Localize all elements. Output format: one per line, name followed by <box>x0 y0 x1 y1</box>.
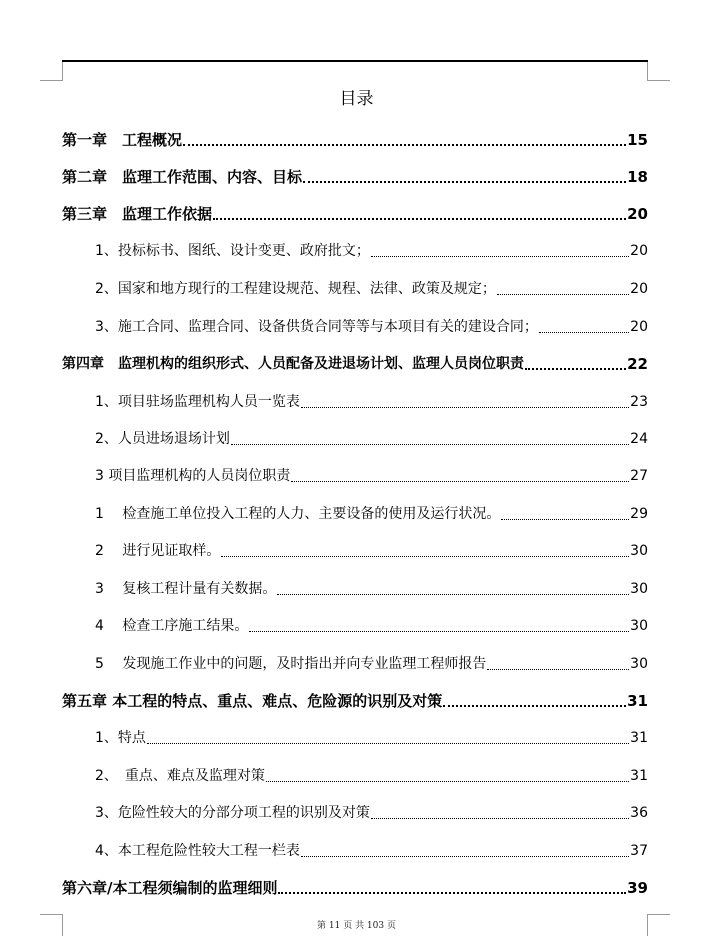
toc-page-number: 20 <box>627 205 648 223</box>
toc-page-number: 29 <box>630 506 648 522</box>
toc-entry-text: 2 进行见证取样。 <box>95 543 221 559</box>
toc-entry-text: 2、 重点、难点及监理对策 <box>95 768 265 784</box>
toc-entry-text: 第二章 监理工作范围、内容、目标 <box>62 168 303 186</box>
toc-page-number: 30 <box>630 656 648 672</box>
toc-title: 目录 <box>339 89 374 109</box>
toc-page-number: 30 <box>630 543 648 559</box>
toc-entry-text: 5 发现施工作业中的问题，及时指出并向专业监理工程师报告 <box>95 656 487 672</box>
toc-page-number: 15 <box>627 131 648 149</box>
toc-leader-dots <box>221 556 629 557</box>
toc-leader-dots <box>277 594 629 595</box>
toc-entry-chapter[interactable] <box>62 163 648 187</box>
toc-entry-text: 4 检查工序施工结果。 <box>95 618 249 634</box>
toc-entry-section[interactable] <box>95 575 648 599</box>
toc-entry-text: 1、特点 <box>95 730 146 746</box>
toc-page-number: 23 <box>630 394 648 410</box>
toc-page-number: 39 <box>627 879 648 897</box>
toc-page-number: 18 <box>627 168 648 186</box>
toc-entry-text: 第五章 本工程的特点、重点、难点、危险源的识别及对策 <box>62 692 443 710</box>
toc-entry-section[interactable] <box>95 650 648 674</box>
toc-leader-dots <box>303 181 626 183</box>
toc-leader-dots <box>487 669 629 670</box>
toc-entry-text: 2、国家和地方现行的工程建设规范、规程、法律、政策及规定； <box>95 281 496 297</box>
toc-page-number: 31 <box>630 730 648 746</box>
toc-entry-section[interactable] <box>95 237 648 261</box>
toc-entry-text: 3 复核工程计量有关数据。 <box>95 581 277 597</box>
toc-entry-text: 3 项目监理机构的人员岗位职责 <box>95 468 291 484</box>
header-rule <box>62 60 648 62</box>
toc-leader-dots <box>497 294 629 295</box>
toc-page-number: 20 <box>630 243 648 259</box>
toc-entry-text: 第一章 工程概况 <box>62 131 183 149</box>
toc-entry-text: 3、危险性较大的分部分项工程的识别及对策 <box>95 805 370 821</box>
toc-entry-section[interactable] <box>95 388 648 412</box>
crop-mark-bottom-left <box>40 914 62 915</box>
toc-entry-text: 第六章/本工程须编制的监理细则 <box>62 879 278 897</box>
toc-leader-dots <box>231 444 629 445</box>
toc-entry-section[interactable] <box>95 275 648 299</box>
toc-entry-section[interactable] <box>95 612 648 636</box>
toc-leader-dots <box>371 818 629 819</box>
toc-page-number: 31 <box>630 768 648 784</box>
toc-entry-text: 4、本工程危险性较大工程一栏表 <box>95 843 300 859</box>
toc-leader-dots <box>213 218 626 220</box>
toc-entry-text: 第四章 监理机构的组织形式、人员配备及进退场计划、监理人员岗位职责 <box>62 356 524 372</box>
toc-page-number: 37 <box>630 843 648 859</box>
toc-entry-chapter[interactable] <box>62 200 648 224</box>
toc-entry-section[interactable] <box>95 462 648 486</box>
page-footer: 第 11 页 共 103 页 <box>317 921 396 931</box>
toc-entry-text: 3、施工合同、监理合同、设备供货合同等等与本项目有关的建设合同； <box>95 319 538 335</box>
toc-leader-dots <box>266 781 629 782</box>
toc-leader-dots <box>539 332 629 333</box>
toc-entry-section[interactable] <box>95 724 648 748</box>
toc-leader-dots <box>291 481 629 482</box>
toc-entry-section[interactable] <box>95 799 648 823</box>
toc-entry-section[interactable] <box>95 762 648 786</box>
toc-page-number: 24 <box>630 431 648 447</box>
toc-leader-dots <box>525 368 626 370</box>
crop-mark-top-left <box>40 80 62 81</box>
toc-page-number: 22 <box>627 355 648 373</box>
toc-leader-dots <box>501 519 629 520</box>
toc-entry-chapter[interactable] <box>62 687 648 711</box>
crop-mark-top-right <box>648 80 670 81</box>
toc-entry-section[interactable] <box>95 537 648 561</box>
toc-page-number: 20 <box>630 281 648 297</box>
toc-entry-section[interactable] <box>95 837 648 861</box>
toc-entry-text: 第三章 监理工作依据 <box>62 205 213 223</box>
toc-entry-text: 2、人员进场退场计划 <box>95 431 230 447</box>
toc-entry-chapter[interactable] <box>62 126 648 150</box>
crop-mark-top-right <box>647 62 648 81</box>
toc-entry-text: 1、项目驻场监理机构人员一览表 <box>95 394 300 410</box>
toc-entry-text: 1 检查施工单位投入工程的人力、主要设备的使用及运行状况。 <box>95 506 501 522</box>
toc-page-number: 31 <box>627 692 648 710</box>
toc-page-number: 30 <box>630 618 648 634</box>
toc-entry-chapter[interactable] <box>62 350 648 374</box>
toc-entry-text: 1、投标标书、图纸、设计变更、政府批文； <box>95 243 370 259</box>
toc-leader-dots <box>147 743 629 744</box>
toc-leader-dots <box>443 705 626 707</box>
toc-page-number: 20 <box>630 319 648 335</box>
toc-leader-dots <box>301 856 629 857</box>
toc-entry-section[interactable] <box>95 425 648 449</box>
toc-leader-dots <box>301 407 629 408</box>
toc-page-number: 27 <box>630 468 648 484</box>
crop-mark-top-left <box>62 62 63 81</box>
toc-entry-section[interactable] <box>95 500 648 524</box>
toc-page-number: 30 <box>630 581 648 597</box>
toc-leader-dots <box>371 256 629 257</box>
toc-leader-dots <box>249 631 629 632</box>
crop-mark-bottom-right <box>648 914 670 915</box>
toc-entry-section[interactable] <box>95 313 648 337</box>
toc-entry-chapter[interactable] <box>62 874 648 898</box>
toc-leader-dots <box>183 144 626 146</box>
toc-leader-dots <box>278 892 626 894</box>
toc-page-number: 36 <box>630 805 648 821</box>
